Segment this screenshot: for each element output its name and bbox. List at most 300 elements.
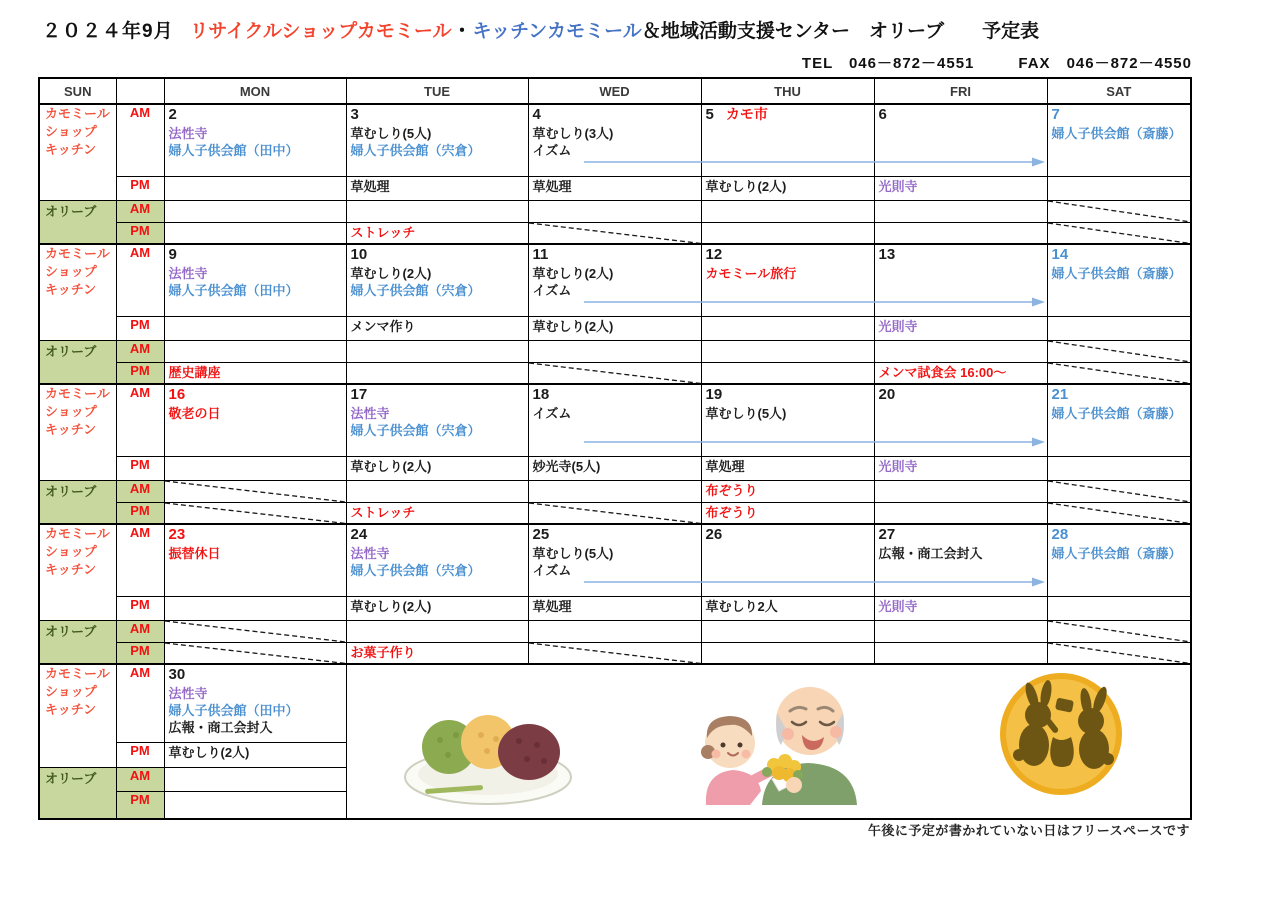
day-number-line — [879, 246, 1043, 264]
day-am-cell — [1047, 244, 1191, 316]
shop-label-line: ショップ — [45, 544, 97, 560]
row-label-olive: オリーブ — [39, 620, 116, 664]
shop-label-line: キッチン — [45, 422, 97, 438]
day-am-cell — [346, 524, 528, 596]
am-label: AM — [116, 340, 164, 362]
pm-label: PM — [116, 642, 164, 664]
day-number-line — [706, 386, 870, 404]
crossed-out-slash — [165, 503, 346, 524]
week-pm-row — [39, 316, 1191, 340]
day-pm-cell — [1047, 176, 1191, 200]
event-text: 法性寺 — [168, 686, 208, 701]
crossed-out-slash — [529, 643, 701, 664]
olive-pm-cell — [701, 502, 874, 524]
pm-label: PM — [116, 596, 164, 620]
tel-number: TEL 046－872－4551 — [801, 55, 975, 72]
pm-label: PM — [116, 362, 164, 384]
crossed-out-slash — [1048, 363, 1191, 384]
event-text: 草むしり(2人) — [350, 266, 432, 281]
olive-am-cell — [701, 200, 874, 222]
olive-pm-cell — [874, 362, 1047, 384]
event-text: 法性寺 — [350, 406, 390, 421]
am-label: AM — [116, 384, 164, 456]
day-number: 2 — [168, 106, 177, 123]
row-label-olive: オリーブ — [39, 480, 116, 524]
pm-label: PM — [116, 791, 164, 819]
row-label-chamomile-shop-kitchen — [39, 384, 116, 480]
day-pm-cell — [346, 456, 528, 480]
day-number-line — [879, 106, 1043, 124]
crossed-out-slash — [1048, 223, 1191, 244]
day-number-line — [533, 386, 697, 404]
title-recycle-shop-name: リサイクルショップカモミール — [189, 21, 452, 42]
day-note: カモ市 — [725, 106, 768, 122]
shop-label-line: ショップ — [45, 404, 97, 420]
event-text: 婦人子供会館（宍倉） — [350, 143, 481, 159]
day-am-cell — [528, 244, 701, 316]
event-text: 布ぞうり — [705, 504, 758, 520]
olive-pm-cell — [701, 222, 874, 244]
day-am-cell — [528, 384, 701, 456]
olive-pm-cell — [164, 362, 346, 384]
day-number: 6 — [878, 106, 887, 123]
shop-label-line: カモミール — [45, 246, 110, 261]
day-pm-cell — [346, 176, 528, 200]
day-number: 21 — [1051, 386, 1069, 403]
event-text: 草むしり(5人) — [705, 406, 787, 421]
am-label: AM — [116, 620, 164, 642]
day-number: 9 — [168, 246, 177, 263]
shop-label-line: カモミール — [45, 526, 110, 541]
event-text: 草処理 — [532, 598, 572, 614]
illustrations-row — [347, 665, 1191, 813]
am-label: AM — [116, 104, 164, 176]
row-label-olive: オリーブ — [39, 340, 116, 384]
ohagi-plate-illustration — [399, 695, 577, 807]
day-pm-cell — [164, 596, 346, 620]
shop-label-line: キッチン — [45, 142, 97, 158]
olive-pm-cell — [701, 642, 874, 664]
column-header-sun: SUN — [39, 78, 116, 104]
event-text: 婦人子供会館（宍倉） — [350, 563, 481, 579]
olive-am-cell — [346, 340, 528, 362]
event-text: 法性寺 — [168, 126, 208, 141]
olive-am-cell — [701, 340, 874, 362]
day-number-line — [533, 526, 697, 544]
shop-label-line: カモミール — [45, 666, 110, 681]
week-am-row — [39, 524, 1191, 596]
week-span-arrow — [584, 296, 1046, 308]
event-text: 草むしり(2人) — [350, 598, 432, 614]
day-am-cell — [164, 384, 346, 456]
event-text: 草むしり(3人) — [532, 126, 614, 141]
week-span-arrow — [584, 576, 1046, 588]
day-number-line — [706, 526, 870, 544]
olive-pm-cell — [164, 791, 346, 819]
day-number: 3 — [350, 106, 359, 123]
day-pm-cell — [874, 316, 1047, 340]
day-number: 5 — [705, 106, 714, 123]
crossed-out-slash — [529, 503, 701, 524]
contact-line — [802, 52, 1192, 73]
olive-pm-cell — [528, 642, 701, 664]
event-text: 草処理 — [350, 178, 390, 194]
event-text: 草処理 — [532, 178, 572, 194]
pm-label: PM — [116, 176, 164, 200]
olive-pm-cell — [874, 222, 1047, 244]
title-kitchen-name: キッチンカモミール — [472, 21, 642, 42]
olive-pm-cell — [346, 502, 528, 524]
event-text: 布ぞうり — [705, 482, 758, 498]
event-text: イズム — [532, 143, 572, 159]
day-number: 18 — [532, 386, 550, 403]
event-text: お菓子作り — [350, 644, 416, 660]
column-header-fri: FRI — [874, 78, 1047, 104]
shop-label-line: ショップ — [45, 124, 97, 140]
event-text: 歴史講座 — [168, 364, 221, 380]
day-am-cell — [164, 104, 346, 176]
olive-am-cell — [1047, 340, 1191, 362]
day-number: 7 — [1051, 106, 1060, 123]
day-pm-cell — [346, 316, 528, 340]
day-number: 11 — [532, 246, 549, 263]
event-text: イズム — [532, 563, 572, 579]
day-number: 27 — [878, 526, 896, 543]
day-number-line — [1052, 246, 1187, 264]
olive-am-cell — [701, 620, 874, 642]
olive-pm-cell — [346, 362, 528, 384]
am-label: AM — [116, 480, 164, 502]
olive-am-cell — [528, 340, 701, 362]
event-text: 婦人子供会館（斎藤） — [1051, 546, 1182, 561]
grandfather-and-girl-illustration — [688, 675, 878, 805]
title-center-and-schedule: ＆地域活動支援センター オリーブ 予定表 — [641, 21, 1040, 42]
day-am-cell — [346, 104, 528, 176]
olive-am-cell — [701, 480, 874, 502]
olive-am-cell — [346, 200, 528, 222]
olive-am-cell — [164, 200, 346, 222]
day-number: 24 — [350, 526, 368, 543]
event-text: 妙光寺(5人) — [532, 458, 601, 474]
title-separator-dot: ・ — [452, 21, 472, 42]
day-number-line — [1052, 106, 1187, 124]
day-pm-cell — [874, 596, 1047, 620]
moon-rabbits-illustration — [990, 669, 1132, 799]
day-number-line — [351, 246, 524, 264]
crossed-out-slash — [1048, 341, 1191, 362]
day-pm-cell — [528, 596, 701, 620]
olive-am-cell — [1047, 200, 1191, 222]
event-text: 光則寺 — [878, 458, 918, 474]
olive-pm-cell — [1047, 222, 1191, 244]
event-text: 草むしり(2人) — [532, 318, 614, 334]
week-am-row — [39, 664, 1191, 742]
day-number-line — [169, 246, 342, 264]
day-number: 4 — [532, 106, 541, 123]
day-number-line — [351, 106, 524, 124]
event-text: イズム — [532, 406, 572, 421]
day-number: 14 — [1051, 246, 1069, 263]
event-text: 草むしり2人 — [705, 598, 778, 614]
olive-am-cell — [164, 480, 346, 502]
day-am-cell — [528, 104, 701, 176]
event-text: カモミール旅行 — [705, 266, 797, 281]
day-number-line — [1052, 526, 1187, 544]
olive-pm-row — [39, 642, 1191, 664]
olive-am-cell — [164, 620, 346, 642]
olive-am-row — [39, 620, 1191, 642]
day-pm-cell — [701, 176, 874, 200]
olive-am-cell — [1047, 620, 1191, 642]
day-number: 16 — [168, 386, 186, 403]
row-label-chamomile-shop-kitchen — [39, 244, 116, 340]
column-header-mon: MON — [164, 78, 346, 104]
event-text: 法性寺 — [350, 546, 390, 561]
fax-number: FAX 046－872－4550 — [1018, 55, 1192, 72]
day-number: 13 — [878, 246, 896, 263]
event-text: 婦人子供会館（宍倉） — [350, 423, 481, 439]
event-text: 草むしり(5人) — [532, 546, 614, 561]
day-number: 10 — [350, 246, 368, 263]
day-pm-cell — [874, 176, 1047, 200]
weekday-header-row — [39, 78, 1191, 104]
olive-am-row — [39, 480, 1191, 502]
row-label-chamomile-shop-kitchen — [39, 104, 116, 200]
event-text: 婦人子供会館（斎藤） — [1051, 406, 1182, 421]
olive-am-cell — [346, 480, 528, 502]
event-text: 草むしり(2人) — [705, 178, 787, 194]
am-label: AM — [116, 664, 164, 742]
shop-label-line: ショップ — [45, 264, 97, 280]
event-text: 法性寺 — [168, 266, 208, 281]
day-am-cell — [1047, 524, 1191, 596]
crossed-out-slash — [1048, 201, 1191, 222]
day-pm-cell — [528, 316, 701, 340]
schedule-table — [38, 77, 1192, 820]
am-label: AM — [116, 244, 164, 316]
row-label-olive: オリーブ — [39, 200, 116, 244]
event-text: 光則寺 — [878, 598, 918, 614]
event-text: 草むしり(2人) — [168, 744, 250, 760]
day-pm-cell — [528, 176, 701, 200]
day-number: 12 — [705, 246, 723, 263]
event-text: 婦人子供会館（田中） — [168, 143, 299, 159]
crossed-out-slash — [1048, 621, 1191, 642]
day-number-line — [879, 526, 1043, 544]
week-pm-row — [39, 176, 1191, 200]
shop-label-line: キッチン — [45, 702, 97, 718]
day-pm-cell — [528, 456, 701, 480]
day-pm-cell — [701, 456, 874, 480]
shop-label-line: カモミール — [45, 106, 110, 121]
row-label-chamomile-shop-kitchen — [39, 664, 116, 767]
pm-label: PM — [116, 502, 164, 524]
am-label: AM — [116, 524, 164, 596]
day-number-line — [533, 246, 697, 264]
olive-am-row — [39, 340, 1191, 362]
week-am-row — [39, 244, 1191, 316]
day-am-cell — [528, 524, 701, 596]
row-label-olive: オリーブ — [39, 767, 116, 819]
day-am-cell — [164, 244, 346, 316]
event-text: 婦人子供会館（田中） — [168, 283, 299, 299]
olive-am-cell — [346, 620, 528, 642]
olive-pm-cell — [346, 222, 528, 244]
column-header-sat: SAT — [1047, 78, 1191, 104]
olive-pm-cell — [164, 222, 346, 244]
am-label: AM — [116, 767, 164, 791]
title-month: ２０２４年9月 — [42, 21, 174, 42]
day-pm-cell — [701, 596, 874, 620]
event-text: 光則寺 — [878, 318, 918, 334]
olive-am-cell — [874, 200, 1047, 222]
day-am-cell — [346, 244, 528, 316]
event-text: 草むしり(5人) — [350, 126, 432, 141]
footnote: 午後に予定が書かれていない日はフリースペースです — [867, 823, 1190, 838]
day-number: 26 — [705, 526, 723, 543]
day-number-line — [169, 526, 342, 544]
shop-label-line: カモミール — [45, 386, 110, 401]
olive-pm-cell — [528, 222, 701, 244]
week-span-arrow — [584, 156, 1046, 168]
olive-pm-cell — [1047, 642, 1191, 664]
event-text: 光則寺 — [878, 178, 918, 194]
crossed-out-slash — [165, 643, 346, 664]
event-text: 婦人子供会館（斎藤） — [1051, 266, 1182, 281]
day-number-line — [879, 386, 1043, 404]
day-pm-cell — [1047, 456, 1191, 480]
column-header-blank — [116, 78, 164, 104]
olive-pm-cell — [1047, 362, 1191, 384]
day-number-line — [169, 106, 342, 124]
day-pm-cell — [701, 316, 874, 340]
olive-am-cell — [874, 620, 1047, 642]
day-number-line — [706, 106, 870, 124]
shop-label-line: キッチン — [45, 282, 97, 298]
day-number-line — [533, 106, 697, 124]
olive-am-cell — [528, 200, 701, 222]
olive-am-cell — [874, 480, 1047, 502]
olive-pm-cell — [874, 502, 1047, 524]
day-number: 20 — [878, 386, 896, 403]
day-number: 28 — [1051, 526, 1069, 543]
day-pm-cell — [164, 176, 346, 200]
day-number-line — [351, 386, 524, 404]
day-number: 25 — [532, 526, 550, 543]
event-text: 婦人子供会館（斎藤） — [1051, 126, 1182, 141]
shop-label-line: ショップ — [45, 684, 97, 700]
illustrations-cell — [346, 664, 1191, 819]
day-number-line — [169, 666, 342, 684]
event-text: イズム — [532, 283, 572, 299]
pm-label: PM — [116, 742, 164, 767]
day-number-line — [706, 246, 870, 264]
olive-pm-cell — [528, 362, 701, 384]
pm-label: PM — [116, 456, 164, 480]
event-text: 広報・商工会封入 — [168, 720, 273, 736]
day-number-line — [169, 386, 342, 404]
olive-am-cell — [164, 767, 346, 791]
week-pm-row — [39, 596, 1191, 620]
day-number-line — [1052, 386, 1187, 404]
event-text: 婦人子供会館（宍倉） — [350, 283, 481, 299]
olive-pm-cell — [1047, 502, 1191, 524]
crossed-out-slash — [1048, 481, 1191, 502]
day-pm-cell — [1047, 596, 1191, 620]
olive-pm-cell — [701, 362, 874, 384]
event-text: 草むしり(2人) — [350, 458, 432, 474]
event-text: 草処理 — [705, 458, 745, 474]
event-text: 草むしり(2人) — [532, 266, 614, 281]
olive-pm-cell — [164, 642, 346, 664]
event-text: メンマ作り — [350, 318, 416, 334]
column-header-wed: WED — [528, 78, 701, 104]
day-pm-cell — [164, 742, 346, 767]
column-header-tue: TUE — [346, 78, 528, 104]
day-pm-cell — [874, 456, 1047, 480]
event-text: ストレッチ — [350, 224, 416, 240]
olive-pm-cell — [528, 502, 701, 524]
pm-label: PM — [116, 222, 164, 244]
day-am-cell — [1047, 384, 1191, 456]
olive-pm-row — [39, 362, 1191, 384]
day-number-line — [351, 526, 524, 544]
day-pm-cell — [1047, 316, 1191, 340]
day-number: 17 — [350, 386, 368, 403]
day-pm-cell — [346, 596, 528, 620]
crossed-out-slash — [529, 223, 701, 244]
day-am-cell — [1047, 104, 1191, 176]
olive-pm-cell — [346, 642, 528, 664]
olive-am-cell — [528, 620, 701, 642]
olive-am-row — [39, 200, 1191, 222]
olive-am-cell — [528, 480, 701, 502]
olive-pm-cell — [164, 502, 346, 524]
event-text: 婦人子供会館（田中） — [168, 703, 299, 719]
crossed-out-slash — [529, 363, 701, 384]
olive-am-cell — [874, 340, 1047, 362]
day-number: 19 — [705, 386, 723, 403]
event-text: メンマ試食会 16:00～ — [878, 364, 1007, 380]
column-header-thu: THU — [701, 78, 874, 104]
crossed-out-slash — [165, 621, 346, 642]
week-am-row — [39, 384, 1191, 456]
olive-am-cell — [164, 340, 346, 362]
olive-am-cell — [1047, 480, 1191, 502]
day-am-cell — [346, 384, 528, 456]
am-label: AM — [116, 200, 164, 222]
row-label-chamomile-shop-kitchen — [39, 524, 116, 620]
day-pm-cell — [164, 456, 346, 480]
olive-pm-cell — [874, 642, 1047, 664]
shop-label-line: キッチン — [45, 562, 97, 578]
day-number: 23 — [168, 526, 186, 543]
day-am-cell — [164, 664, 346, 742]
crossed-out-slash — [165, 481, 346, 502]
event-text: 敬老の日 — [168, 406, 221, 421]
page-title — [42, 16, 1039, 43]
day-am-cell — [164, 524, 346, 596]
week-am-row — [39, 104, 1191, 176]
event-text: ストレッチ — [350, 504, 416, 520]
day-pm-cell — [164, 316, 346, 340]
week-pm-row — [39, 456, 1191, 480]
crossed-out-slash — [1048, 503, 1191, 524]
event-text: 広報・商工会封入 — [878, 546, 983, 561]
event-text: 振替休日 — [168, 546, 221, 561]
week-span-arrow — [584, 436, 1046, 448]
olive-pm-row — [39, 222, 1191, 244]
